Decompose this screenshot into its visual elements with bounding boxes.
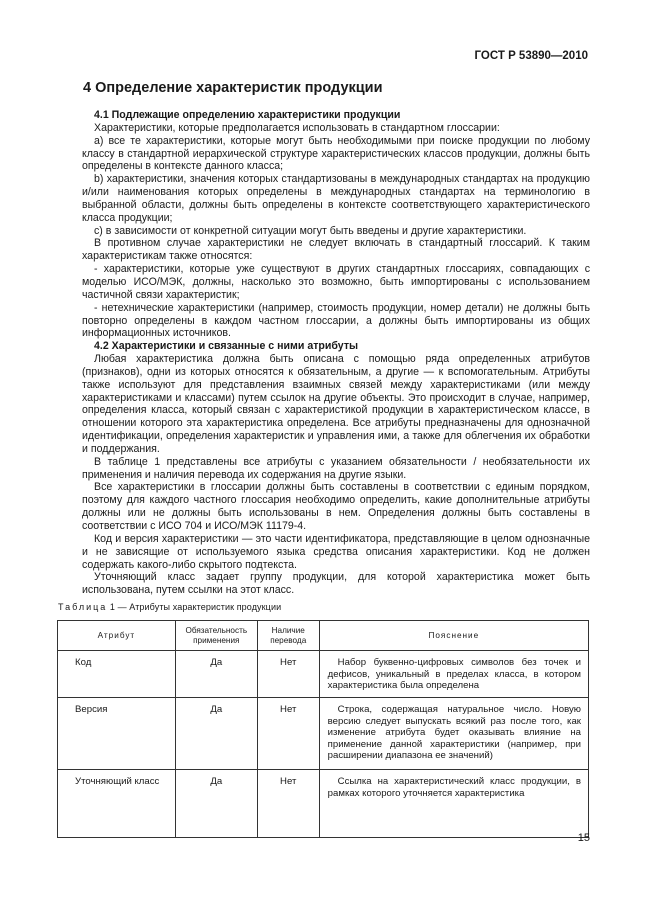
header-explanation: Пояснение [319,621,588,651]
paragraph: с) в зависимости от конкретной ситуации могут быть введены и другие характеристики. [94,224,527,237]
cell-mandatory: Да [175,698,257,770]
table-caption [58,602,281,612]
explanation-text: Ссылка на характеристический класс продукции, в рамках которого уточняется характеристика [327,776,581,799]
body-text [82,109,590,597]
table-caption-text: 1 — Атрибуты характеристик продукции [107,602,282,612]
table-row [58,770,589,838]
cell-attribute: Уточняющий класс [58,770,176,838]
explanation-text: Строка, содержащая натуральное число. Новую версию следует выпускать всякий раз после того, как изменение атрибута будет оказывать влияние на применение данной характеристики (например, при расширении диапазона ее значений) [327,704,581,762]
cell-translation: Нет [257,698,319,770]
document-header: ГОСТ Р 53890—2010 [474,50,588,62]
cell-attribute: Код [58,651,176,698]
paragraph: Все характеристики в глоссарии должны быть составлены в соответствии с единым порядком, поэтому для каждого частного глоссария необходимо определить, какие дополнительные атрибуты должны или не должны быть использованы в нем. Определения должны быть составлены в соответствии с ИСО 704 и ИСО/МЭК 11179-4. [82,481,590,532]
paragraph: - характеристики, которые уже существуют в других стандартных глоссариях, совпадающих с моделью ИСО/МЭК, должны, насколько это возможно, быть импортированы с использованием частичной связи характеристик; [82,263,590,301]
paragraph: Уточняющий класс задает группу продукции, для которой характеристика может быть использована, путем ссылки на этот класс. [82,571,590,597]
cell-translation: Нет [257,651,319,698]
cell-attribute: Версия [58,698,176,770]
subsection-title: 4.1 Подлежащие определению характеристики продукции [94,109,401,121]
attributes-table [57,620,589,838]
header-attribute: Атрибут [58,621,176,651]
subsection-title: 4.2 Характеристики и связанные с ними атрибуты [94,340,359,353]
paragraph: Характеристики, которые предполагается использовать в стандартном глоссарии: [94,121,500,134]
table-row [58,651,589,698]
header-mandatory: Обязательность применения [175,621,257,651]
table-caption-prefix: Таблица [58,602,108,612]
paragraph: b) характеристики, значения которых стандартизованы в международных стандартах на продукцию и/или наименования которых определены в международных стандартах на терминологию в выбранной области, должны быть определены в контексте соответствующего характеристического класса продукции; [82,173,590,224]
section-title: 4 Определение характеристик продукции [83,80,383,96]
paragraph: - нетехнические характеристики (например, стоимость продукции, номер детали) не должны быть повторно определены в каждом частном глоссарии, а должны быть импортированы из общих информационных источников. [82,301,590,340]
cell-explanation [319,698,588,770]
cell-translation: Нет [257,770,319,838]
cell-mandatory: Да [175,770,257,838]
paragraph: В таблице 1 представлены все атрибуты с указанием обязательности / необязательности их применения и наличия перевода их содержания на другие языки. [82,455,590,481]
header-translation: Наличие перевода [257,621,319,651]
paragraph: Любая характеристика должна быть описана с помощью ряда определенных атрибутов (признаков), одни из которых относятся к обязательным, а другие — к вспомогательным. Атрибуты также используют для представления взаимных связей между характеристиками (или между характеристиками и классами) путем ссылок на другие объекты. Это происходит в случае, например, определения класса, который связан с характеристикой продукции в характеристическом классе, в отношении которого эта характеристика определена. Все атрибуты предназначены для однозначной идентификации, определения характеристик и управления ими, а также для облегчения их обработки и поддержания. [82,353,590,455]
paragraph: Код и версия характеристики — это части идентификатора, представляющие в целом однозначные и не зависящие от используемого языка средства описания характеристики. Код не должен содержать какого-либо скрытого подтекста. [82,532,590,571]
cell-explanation [319,651,588,698]
table-header-row [58,621,589,651]
cell-explanation [319,770,588,838]
cell-mandatory: Да [175,651,257,698]
page-number: 15 [577,832,590,844]
table-row [58,698,589,770]
paragraph: а) все те характеристики, которые могут быть необходимыми при поиске продукции по любому классу в стандартной иерархической структуре характеристических классов продукции, должны быть определены в контексте данного класса; [82,134,590,173]
explanation-text: Набор буквенно-цифровых символов без точек и дефисов, уникальный в пределах класса, в котором характеристика была определена [327,657,581,692]
paragraph: В противном случае характеристики не следует включать в стандартный глоссарий. К таким характеристикам также относятся: [82,237,590,263]
